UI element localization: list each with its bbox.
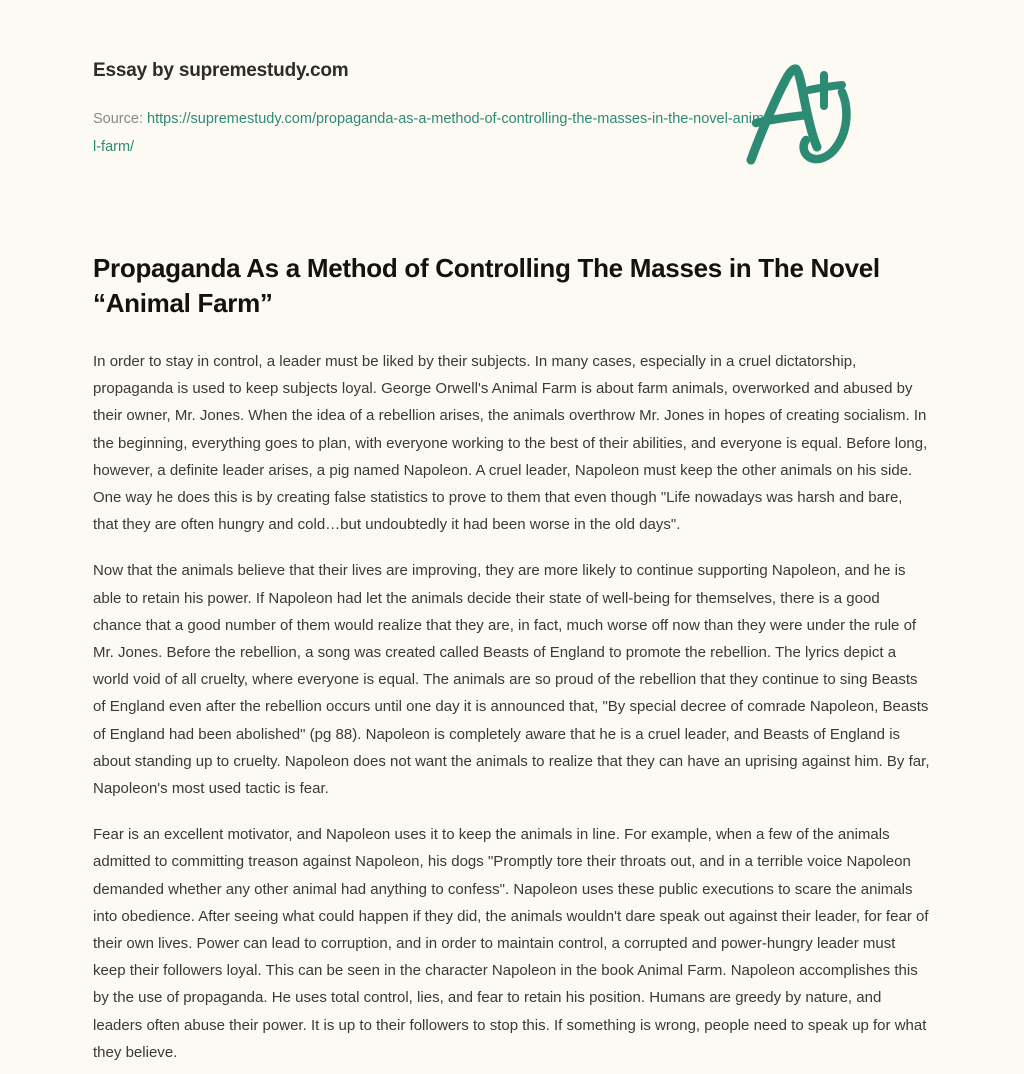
source-url-link[interactable]: https://supremestudy.com/propaganda-as-a-method-of-controlling-the-masses-in-the-novel-animal-farm/ <box>93 111 773 155</box>
paragraph: Now that the animals believe that their lives are improving, they are more likely to continue supporting Napoleon, and he is able to retain his power. If Napoleon had let the animals decide their state of well-being for themselves, there is a good chance that a good number of them would realize that they are, in fact, much worse off now than they were under the rule of Mr. Jones. Before the rebellion, a song was created called Beasts of England to promote the rebellion. The lyrics depict a world void of all cruelty, where everyone is equal. The animals are so proud of the rebellion that they continue to sing Beasts of England even after the rebellion occurs until one day it is announced that, "By special decree of comrade Napoleon, Beasts of England had been abolished" (pg 88). Napoleon is completely aware that he is a cruel leader, and Beasts of England is about standing up to cruelty. Napoleon does not want the animals to realize that they can have an uprising against him. By far, Napoleon's most used tactic is fear. <box>93 562 930 798</box>
page-title: Propaganda As a Method of Controlling The Masses in The Novel “Animal Farm” <box>93 253 880 318</box>
article <box>93 175 931 1066</box>
paragraph: In order to stay in control, a leader must be liked by their subjects. In many cases, especially in a cruel dictatorship, propaganda is used to keep subjects loyal. George Orwell's Animal Farm is about farm animals, overworked and abused by their owner, Mr. Jones. When the idea of a rebellion arises, the animals overthrow Mr. Jones in hopes of creating socialism. In the beginning, everything goes to plan, with everyone working to the best of their abilities, and everyone is equal. Before long, however, a definite leader arises, a pig named Napoleon. A cruel leader, Napoleon must keep the other animals on his side. One way he does this is by creating false statistics to prove to them that even though "Life nowadays was harsh and bare, that they are often hungry and cold…but undoubtedly it had been worse in the old days". <box>93 353 928 534</box>
source-line <box>93 105 773 161</box>
paragraph: Fear is an excellent motivator, and Napoleon uses it to keep the animals in line. For example, when a few of the animals admitted to committing treason against Napoleon, his dogs "Promptly tore their throats out, and in a terrible voice Napoleon demanded whether any other animal had anything to confess". Napoleon uses these public executions to scare the animals into obedience. After seeing what could happen if they did, the animals wouldn't dare speak out against their leader, for fear of their own lives. Power can lead to corruption, and in order to maintain control, a corrupted and power-hungry leader must keep their followers loyal. This can be seen in the character Napoleon in the book Animal Farm. Napoleon accomplishes this by the use of propaganda. He uses total control, lies, and fear to retain his position. Humans are greedy by nature, and leaders often abuse their power. It is up to their followers to stop this. If something is wrong, people need to speak up for what they believe. <box>93 826 929 1061</box>
source-label: Source: <box>93 111 143 127</box>
document-header <box>93 0 931 175</box>
essay-attribution: Essay by supremestudy.com <box>93 60 349 81</box>
article-body <box>93 348 931 1066</box>
